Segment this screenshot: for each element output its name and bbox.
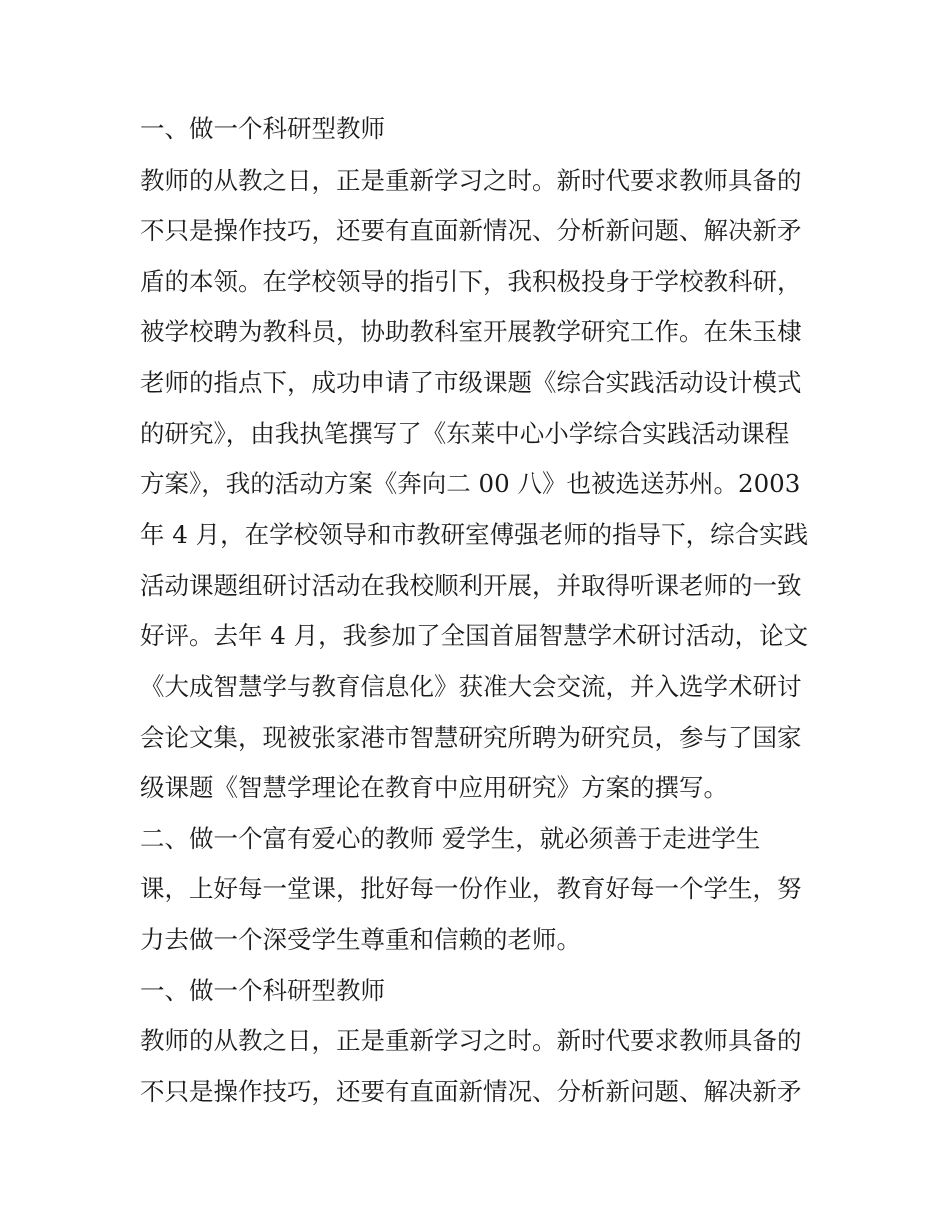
paragraph-line: 被学校聘为教科员，协助教科室开展教学研究工作。在朱玉棣 (140, 317, 802, 346)
paragraph-line: 教师的从教之日，正是重新学习之时。新时代要求教师具备的 (140, 1026, 802, 1055)
paragraph-line: 教师的从教之日，正是重新学习之时。新时代要求教师具备的 (140, 166, 802, 195)
paragraph-line: 力去做一个深受学生尊重和信赖的老师。 (140, 925, 581, 954)
paragraph-line: 的研究》，由我执笔撰写了《东莱中心小学综合实践活动课程 (140, 419, 790, 448)
paragraph-line: 课，上好每一堂课，批好每一份作业，教育好每一个学生，努 (140, 874, 802, 903)
section-heading: 一、做一个科研型教师 (140, 114, 385, 143)
section-heading: 二、做一个富有爱心的教师 爱学生，就必须善于走进学生 (140, 824, 761, 853)
paragraph-line: 老师的指点下，成功申请了市级课题《综合实践活动设计模式 (140, 368, 802, 397)
paragraph-line: 活动课题组研讨活动在我校顺利开展，并取得听课老师的一致 (140, 571, 802, 600)
paragraph-line: 盾的本领。在学校领导的指引下，我积极投身于学校教科研， (140, 267, 802, 296)
paragraph-line: 不只是操作技巧，还要有直面新情况、分析新问题、解决新矛 (140, 1077, 802, 1106)
paragraph-line: 不只是操作技巧，还要有直面新情况、分析新问题、解决新矛 (140, 216, 802, 245)
paragraph-line: 《大成智慧学与教育信息化》获准大会交流，并入选学术研讨 (140, 672, 802, 701)
paragraph-line: 方案》，我的活动方案《奔向二 00 八》也被选送苏州。2003 (140, 469, 801, 498)
paragraph-line: 级课题《智慧学理论在教育中应用研究》方案的撰写。 (140, 773, 728, 802)
paragraph-line: 年 4 月，在学校领导和市教研室傅强老师的指导下，综合实践 (140, 520, 809, 549)
paragraph-line: 好评。去年 4 月，我参加了全国首届智慧学术研讨活动，论文 (140, 621, 809, 650)
paragraph-line: 会论文集，现被张家港市智慧研究所聘为研究员，参与了国家 (140, 723, 802, 752)
section-heading: 一、做一个科研型教师 (140, 976, 385, 1005)
